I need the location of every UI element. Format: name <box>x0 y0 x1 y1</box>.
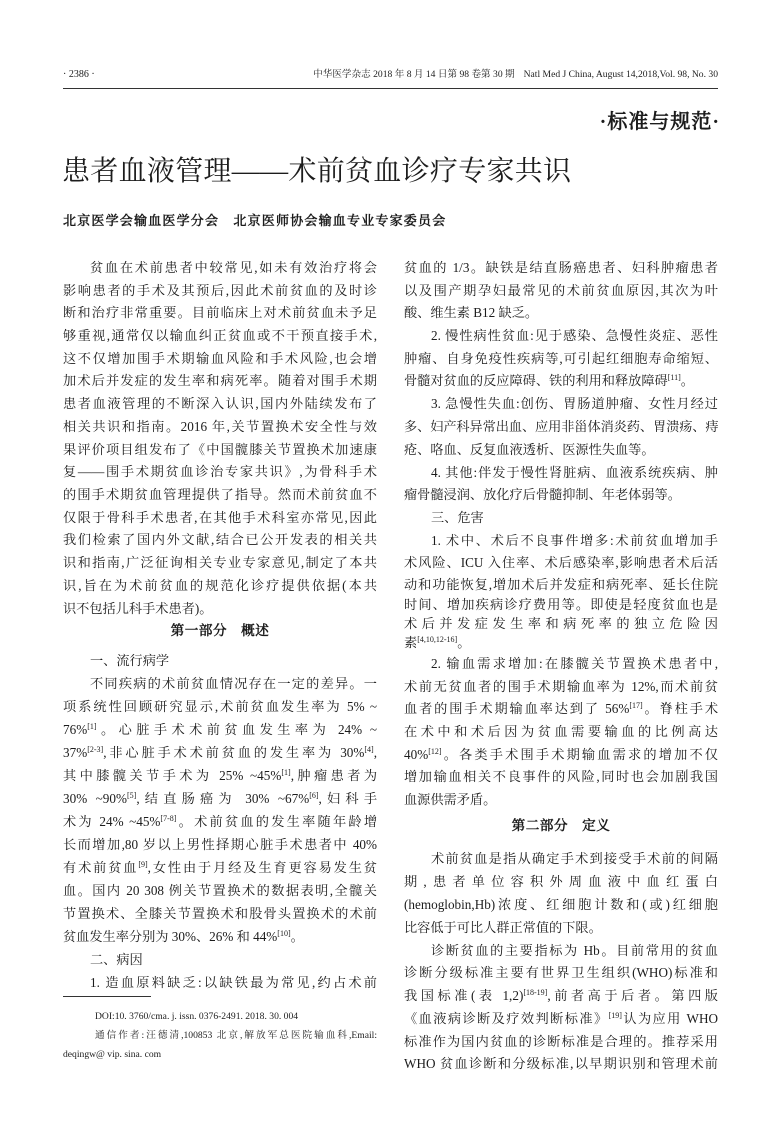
body-line <box>404 257 718 279</box>
citation-superscript: [1] <box>281 768 291 777</box>
text-segment: 1. 术中、术后不良事件增多:术前贫血增加手 <box>431 533 718 548</box>
body-line <box>404 530 718 552</box>
body-line <box>404 676 718 698</box>
text-segment: 够重视,通常仅以输血纠正贫血或不干预直接手术, <box>63 328 377 343</box>
body-line <box>63 461 377 483</box>
body-line <box>63 507 377 529</box>
citation-superscript: [7-8] <box>160 814 177 823</box>
citation-superscript: [11] <box>667 373 681 382</box>
text-segment: 长而增加,80 岁以上男性择期心脏手术患者中 40% <box>63 837 377 852</box>
text-segment: ,前者高于后者。第四版 <box>547 988 718 1003</box>
body-line <box>63 972 377 994</box>
text-segment: 。心脏手术术前贫血发生率为 24% ~ <box>96 722 377 737</box>
body-line <box>404 940 718 962</box>
text-segment: 。脊柱手术 <box>642 701 719 716</box>
section-heading: 一、流行病学 <box>90 653 170 668</box>
body-line <box>404 552 718 574</box>
body-line <box>404 985 718 1007</box>
body-line <box>63 719 377 741</box>
body-line <box>63 393 377 415</box>
body-line <box>63 575 377 597</box>
body-line <box>63 302 377 324</box>
body-line <box>404 1008 718 1030</box>
body-line <box>63 742 377 764</box>
text-segment: 2. 慢性病性贫血:见于感染、急慢性炎症、恶性 <box>431 328 718 343</box>
body-line <box>404 632 718 654</box>
text-segment: 患者血液管理的不断深入认识,国内外陆续发布了 <box>63 396 377 411</box>
text-segment: , <box>373 745 377 760</box>
text-segment: 疮、咯血、反复血液透析、医源性失血等。 <box>404 442 655 457</box>
body-line <box>63 598 377 620</box>
text-segment: 标准作为国内贫血的诊断标准是合理的。推荐采用 <box>404 1034 718 1049</box>
text-segment: 增加输血相关不良事件的风险,同时也会加剧我国 <box>404 769 718 784</box>
body-line <box>63 416 377 438</box>
text-segment: 断和治疗非常重要。目前临床上对术前贫血未予足 <box>63 305 377 320</box>
text-segment: 。各类手术围手术期输血需求的增加不仅 <box>441 747 718 762</box>
text-segment: 节置换术、全膝关节置换术和股骨头置换术的术前 <box>63 906 377 921</box>
citation-superscript: [9] <box>138 860 148 869</box>
body-line <box>63 765 377 787</box>
citation-superscript: [4,10,12-16] <box>417 635 458 644</box>
text-segment: 术风险、ICU 入住率、术后感染率,影响患者术后活 <box>404 555 718 570</box>
text-segment: 项系统性回顾研究显示,术前贫血发生率为 5% ~ <box>63 699 377 714</box>
text-segment: 在术中和术后因为贫血需要输血的比例高达 <box>404 724 718 739</box>
text-segment: 加术后并发症的发生率和病死率。随着对围手术期 <box>63 373 377 388</box>
footnote-email: deqingw@ vip. sina. com <box>63 1049 162 1060</box>
text-segment: 。 <box>680 373 694 388</box>
text-segment: 术后并发症发生率和病死率的独立危险因 <box>404 616 718 631</box>
citation-superscript: [12] <box>428 747 442 756</box>
body-line <box>63 696 377 718</box>
text-segment: 以及围产期孕妇最常见的术前贫血原因,其次为叶 <box>404 283 718 298</box>
section-heading: 二、病因 <box>90 952 143 967</box>
body-line <box>404 871 718 893</box>
text-segment: 血者的围手术期输血率达到了 56% <box>404 701 630 716</box>
section-heading: 三、危害 <box>431 510 484 525</box>
citation-superscript: [10] <box>277 929 291 938</box>
text-segment: 瘤骨髓浸润、放化疗后骨髓抑制、年老体弱等。 <box>404 487 681 502</box>
body-line <box>404 789 718 811</box>
body-line <box>63 857 377 879</box>
text-segment: 贫血的 1/3。缺铁是结直肠癌患者、妇科肿瘤患者 <box>404 260 718 275</box>
body-line <box>404 894 718 916</box>
text-segment: 37% <box>63 745 88 760</box>
body-line <box>63 788 377 810</box>
citation-superscript: [5] <box>126 791 137 800</box>
text-segment: 。术前贫血的发生率随年龄增 <box>176 814 378 829</box>
body-line <box>63 325 377 347</box>
body-line <box>404 848 718 870</box>
text-segment: 识和指南,广泛征询相关专业专家意见,制定了本共 <box>63 555 377 570</box>
body-line <box>404 917 718 939</box>
text-segment: 复——围手术期贫血诊治专家共识》,为骨科手术 <box>63 464 377 479</box>
part-heading: 第一部分 概述 <box>170 623 270 638</box>
text-segment: WHO 贫血诊断和分级标准,以早期识别和管理术前 <box>404 1056 718 1071</box>
text-segment: 比容低于可比人群正常值的下限。 <box>404 920 602 935</box>
journal-citation-en: Natl Med J China, August 14,2018,Vol. 98, No. 30 <box>523 69 718 80</box>
footnote-doi: DOI:10. 3760/cma. j. issn. 0376-2491. 2018. 30. 004 <box>95 1011 299 1022</box>
body-line <box>404 462 718 484</box>
text-segment: 1. 造血原料缺乏:以缺铁最为常见,约占术前 <box>90 975 377 990</box>
text-segment: 术为 24% ~45% <box>63 814 161 829</box>
body-line <box>404 721 718 743</box>
body-line <box>63 529 377 551</box>
body-line <box>404 653 718 675</box>
citation-superscript: [6] <box>309 791 319 800</box>
body-line <box>63 348 377 370</box>
body-line <box>63 673 377 695</box>
text-segment: 。 <box>290 929 304 944</box>
text-segment: 识,旨在为术前贫血的规范化诊疗提供依据(本共 <box>63 578 377 593</box>
citation-superscript: [4] <box>364 745 374 754</box>
text-segment: 2. 输血需求增加:在膝髋关节置换术患者中, <box>431 656 718 671</box>
body-line <box>404 416 718 438</box>
journal-citation <box>313 68 718 82</box>
text-segment: 期,患者单位容积外周血液中血红蛋白 <box>404 874 718 889</box>
text-segment: 血源供需矛盾。 <box>404 792 497 807</box>
body-line <box>63 880 377 902</box>
text-segment: 我国标准(表 1,2) <box>404 988 524 1003</box>
page-number: · 2386 · <box>63 69 95 80</box>
body-line <box>404 698 718 720</box>
body-line <box>63 484 377 506</box>
text-segment: 果评价项目组发布了《中国髋膝关节置换术加速康 <box>63 442 377 457</box>
text-segment: 酸、维生素 B12 缺乏。 <box>404 305 539 320</box>
citation-superscript: [19] <box>608 1011 622 1020</box>
body-line <box>63 280 377 302</box>
text-segment: 贫血在术前患者中较常见,如未有效治疗将会 <box>90 260 377 275</box>
text-segment: 贫血发生率分别为 30%、26% 和 44% <box>63 929 278 944</box>
text-segment: 4. 其他:伴发于慢性肾脏病、血液系统疾病、肿 <box>431 465 718 480</box>
body-line <box>404 1031 718 1053</box>
text-segment: 诊断贫血的主要指标为 Hb。目前常用的贫血 <box>431 943 718 958</box>
body-line <box>63 926 377 948</box>
citation-superscript: [18-19] <box>523 988 548 997</box>
body-line <box>63 439 377 461</box>
text-segment: 认为应用 WHO <box>621 1011 718 1026</box>
text-segment: 肿瘤、自身免疫性疾病等,可引起红细胞寿命缩短、 <box>404 351 718 366</box>
text-segment: 40% <box>404 747 429 762</box>
body-line <box>404 1053 718 1075</box>
body-line <box>404 280 718 302</box>
body-line <box>404 962 718 984</box>
text-segment: 术前贫血是指从确定手术到接受手术前的间隔 <box>431 851 718 866</box>
body-line <box>404 574 718 596</box>
body-line <box>404 393 718 415</box>
journal-citation-cn: 中华医学杂志 2018 年 8 月 14 日第 98 卷第 30 期 <box>313 69 515 80</box>
text-segment: 有术前贫血 <box>63 860 139 875</box>
header-rule <box>63 88 718 89</box>
text-segment: (hemoglobin,Hb)浓度、红细胞计数和(或)红细胞 <box>404 897 718 912</box>
text-segment: 时间、增加疾病诊疗费用等。即使是轻度贫血也是 <box>404 597 718 612</box>
body-line <box>404 766 718 788</box>
body-line <box>404 439 718 461</box>
footnote-rule <box>63 996 151 997</box>
text-segment: 识不包括儿科手术患者)。 <box>63 601 213 616</box>
text-segment: 3. 急慢性失血:创伤、胃肠道肿瘤、女性月经过 <box>431 396 718 411</box>
text-segment: 。 <box>457 635 471 650</box>
body-line <box>404 744 718 766</box>
text-segment: ,妇科手 <box>318 791 378 806</box>
text-segment: 仅限于骨科手术患者,在其他手术科室亦常见,因此 <box>63 510 377 525</box>
text-segment: 的围手术期贫血管理提供了指导。然而术前贫血不 <box>63 487 377 502</box>
body-line <box>404 325 718 347</box>
text-segment: 诊断分级标准主要有世界卫生组织(WHO)标准和 <box>404 965 718 980</box>
section-tag: ·标准与规范· <box>599 111 720 133</box>
citation-superscript: [2-3] <box>87 745 104 754</box>
text-segment: 骨髓对贫血的反应障碍、铁的利用和释放障碍 <box>404 373 668 388</box>
text-segment: ,肿瘤患者为 <box>290 768 378 783</box>
text-segment: 30% ~90% <box>63 791 127 806</box>
part-heading: 第二部分 定义 <box>511 818 611 833</box>
body-line <box>404 302 718 324</box>
body-line <box>63 370 377 392</box>
body-line <box>63 811 377 833</box>
citation-superscript: [1] <box>87 722 97 731</box>
text-segment: 动和功能恢复,增加术后并发症和病死率、延长住院 <box>404 577 718 592</box>
text-segment: 术前无贫血者的围手术期输血率为 12%,而术前贫 <box>404 679 718 694</box>
body-line <box>404 370 718 392</box>
text-segment: 我们检索了国内外文献,结合已公开发表的相关共 <box>63 532 377 547</box>
text-segment: 不同疾病的术前贫血情况存在一定的差异。一 <box>90 676 377 691</box>
body-line <box>63 552 377 574</box>
article-title: 患者血液管理——术前贫血诊疗专家共识 <box>62 156 572 187</box>
citation-superscript: [17] <box>629 701 643 710</box>
body-line <box>63 903 377 925</box>
text-segment: ,女性由于月经及生育更容易发生贫 <box>147 860 377 875</box>
text-segment: 血。国内 20 308 例关节置换术的数据表明,全髋关 <box>63 883 377 898</box>
body-line <box>404 348 718 370</box>
body-line <box>63 257 377 279</box>
text-segment: ,非心脏手术术前贫血的发生率为 30% <box>103 745 365 760</box>
text-segment: 《血液病诊断及疗效判断标准》 <box>404 1011 609 1026</box>
text-segment: 影响患者的手术及其预后,因此术前贫血的及时诊 <box>63 283 377 298</box>
body-line <box>404 484 718 506</box>
text-segment: 素 <box>404 635 418 650</box>
text-segment: 相关共识和指南。2016 年,关节置换术安全性与效 <box>63 419 377 434</box>
text-segment: 这不仅增加围手术期输血风险和手术风险,也会增 <box>63 351 377 366</box>
text-segment: 其中膝髋关节手术为 25% ~45% <box>63 768 282 783</box>
footnote-correspondence: 通信作者:汪德清,100853 北京,解放军总医院输血科,Email: <box>95 1030 377 1041</box>
body-line <box>63 834 377 856</box>
text-segment: ,结直肠癌为 30% ~67% <box>136 791 310 806</box>
text-segment: 76% <box>63 722 88 737</box>
text-segment: 多、妇产科异常出血、应用非甾体消炎药、胃溃疡、痔 <box>404 419 718 434</box>
authors: 北京医学会输血医学分会 北京医师协会输血专业专家委员会 <box>63 213 447 228</box>
